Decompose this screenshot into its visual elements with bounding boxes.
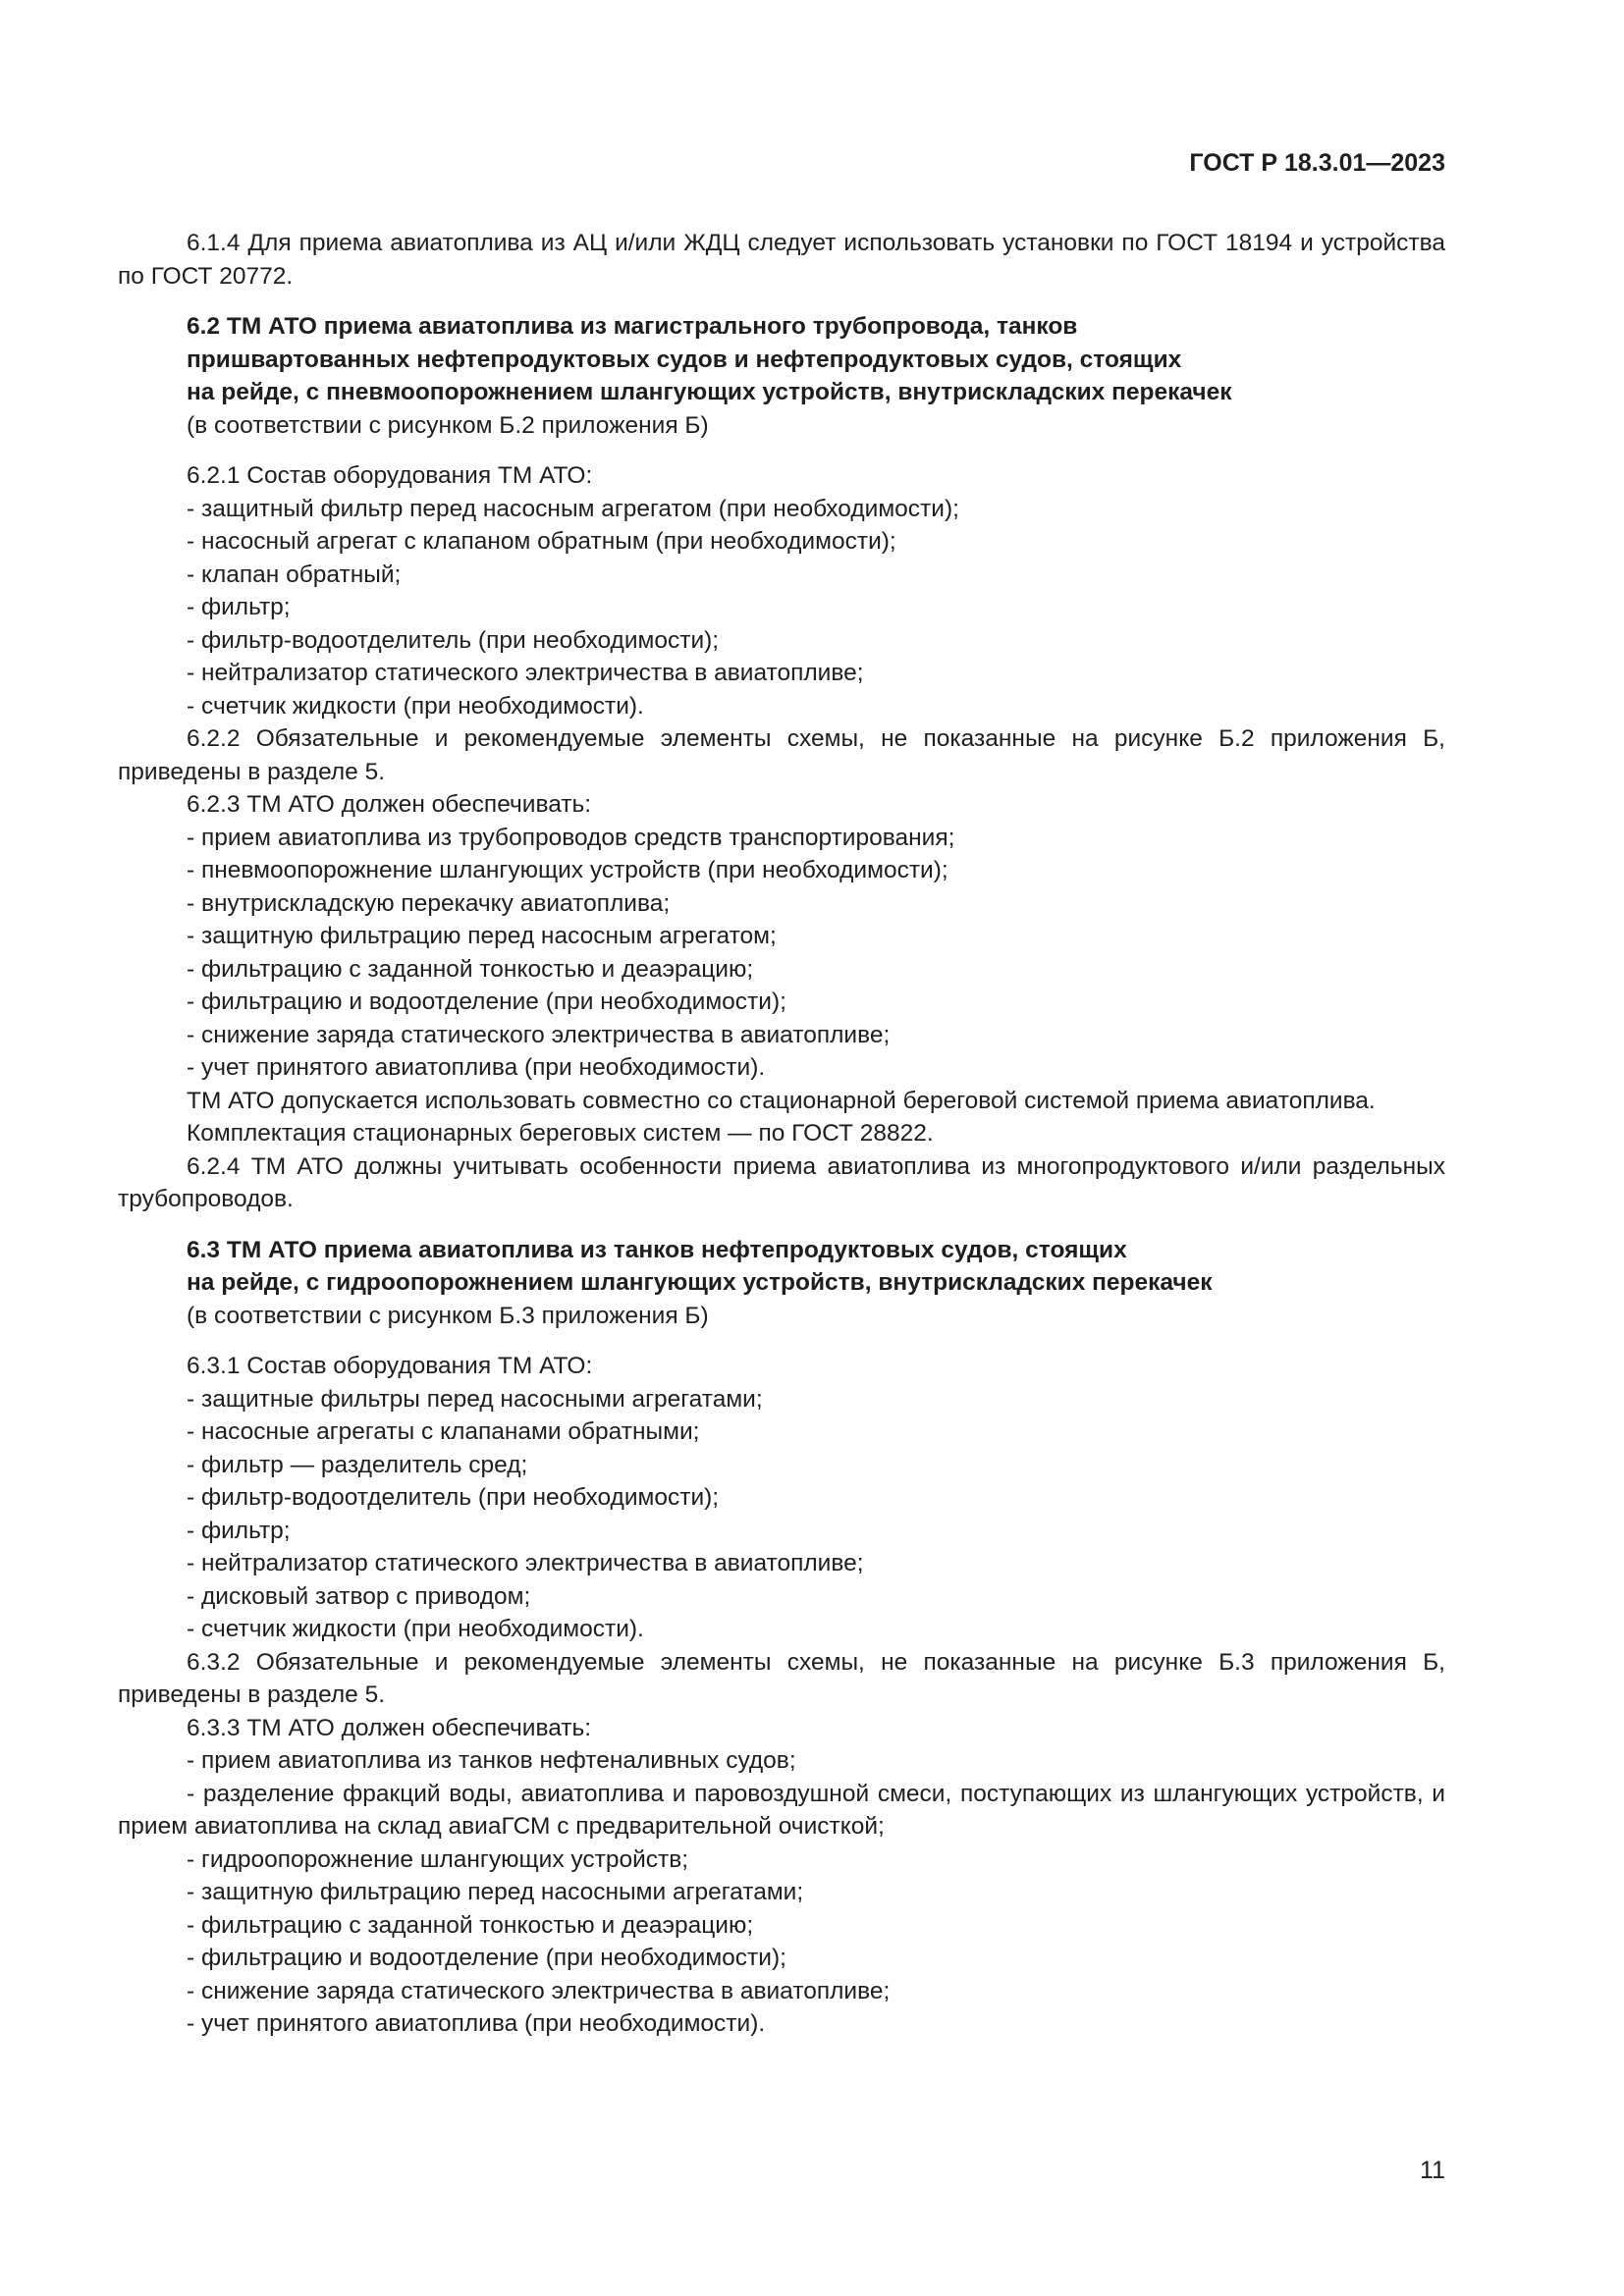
list-item: - фильтрацию с заданной тонкостью и деаэрацию; <box>187 955 754 983</box>
list-item: - внутрискладскую перекачку авиатоплива; <box>187 889 671 917</box>
list-item: - снижение заряда статического электричества в авиатопливе; <box>187 1021 891 1048</box>
list-item: - фильтр-водоотделитель (при необходимости); <box>187 626 720 654</box>
equipment-list-6-3-1 <box>118 1383 1445 1646</box>
list-item: - дисковый затвор с приводом; <box>187 1582 531 1610</box>
paragraph-6-2-4: 6.2.4 ТМ АТО должны учитывать особенности приема авиатоплива из многопродуктового и/или раздельных трубопроводов. <box>118 1152 1445 1212</box>
page-body <box>118 227 1445 2041</box>
list-item: - учет принятого авиатоплива (при необходимости). <box>187 1054 766 1081</box>
paragraph-6-3-1: 6.3.1 Состав оборудования ТМ АТО: <box>187 1353 593 1379</box>
list-item: - учет принятого авиатоплива (при необходимости). <box>187 2010 766 2037</box>
paragraph-6-1-4: 6.1.4 Для приема авиатоплива из АЦ и/или ЖДЦ следует использовать установки по ГОСТ 18194 и устройства по ГОСТ 20772. <box>118 230 1445 290</box>
paragraph-6-2-3: 6.2.3 ТМ АТО должен обеспечивать: <box>187 791 592 818</box>
list-item: - пневмоопорожнение шлангующих устройств (при необходимости); <box>187 857 948 883</box>
page-number: 11 <box>1420 2157 1445 2184</box>
paragraph-6-2-1: 6.2.1 Состав оборудования ТМ АТО: <box>187 462 593 489</box>
list-item: - счетчик жидкости (при необходимости). <box>187 1616 644 1642</box>
list-item: - фильтрацию и водоотделение (при необходимости); <box>187 988 786 1015</box>
paragraph-completion: Комплектация стационарных береговых систем — по ГОСТ 28822. <box>187 1120 934 1147</box>
list-item: - фильтрацию и водоотделение (при необходимости); <box>187 1945 786 1971</box>
equipment-list-6-2-1 <box>118 493 1445 723</box>
list-item: - фильтр — разделитель сред; <box>187 1451 528 1478</box>
paragraph-shared-use: ТМ АТО допускается использовать совместно со стационарной береговой системой приема авиатоплива. <box>187 1087 1376 1114</box>
list-item: - защитный фильтр перед насосным агрегатом (при необходимости); <box>187 495 959 522</box>
list-item: - прием авиатоплива из танков нефтеналивных судов; <box>187 1747 796 1774</box>
list-item: - фильтрацию с заданной тонкостью и деаэрацию; <box>187 1911 754 1939</box>
document-code: ГОСТ Р 18.3.01—2023 <box>1189 149 1445 177</box>
paragraph-6-2-2: 6.2.2 Обязательные и рекомендуемые элементы схемы, не показанные на рисунке Б.2 приложения Б, приведены в разделе 5. <box>118 725 1445 785</box>
list-item: - защитную фильтрацию перед насосным агрегатом; <box>187 923 777 949</box>
function-list-6-3-3 <box>118 1744 1445 2041</box>
section-figure-reference: (в соответствии с рисунком Б.2 приложения Б) <box>187 411 709 439</box>
section-title-line: на рейде, с гидроопорожнением шлангующих устройств, внутрискладских перекачек <box>187 1269 1213 1296</box>
list-item: - насосный агрегат с клапаном обратным (при необходимости); <box>187 528 896 555</box>
section-title-line: 6.3 ТМ АТО приема авиатоплива из танков нефтепродуктовых судов, стоящих <box>187 1236 1127 1263</box>
list-item: - прием авиатоплива из трубопроводов средств транспортирования; <box>187 824 955 851</box>
list-item: - защитную фильтрацию перед насосными агрегатами; <box>187 1879 804 1905</box>
list-item: - клапан обратный; <box>187 561 402 588</box>
paragraph-6-3-3: 6.3.3 ТМ АТО должен обеспечивать: <box>187 1714 592 1741</box>
paragraph-6-3-2: 6.3.2 Обязательные и рекомендуемые элементы схемы, не показанные на рисунке Б.3 приложения Б, приведены в разделе 5. <box>118 1648 1445 1708</box>
list-item: - счетчик жидкости (при необходимости). <box>187 692 644 720</box>
section-heading-6-3 <box>118 1234 1445 1333</box>
section-title-line: на рейде, с пневмоопорожнением шлангующих устройств, внутрискладских перекачек <box>187 379 1232 405</box>
list-item: - фильтр; <box>187 1517 291 1544</box>
list-item: - фильтр; <box>187 594 291 620</box>
section-title-line: пришвартованных нефтепродуктовых судов и нефтепродуктовых судов, стоящих <box>187 346 1182 373</box>
list-item: - нейтрализатор статического электричества в авиатопливе; <box>187 1550 864 1576</box>
list-item-multiline: - разделение фракций воды, авиатоплива и паровоздушной смеси, поступающих из шлангующих устройств, и прием авиатоплива на склад авиаГСМ с предварительной очисткой; <box>118 1780 1445 1840</box>
section-heading-6-2 <box>118 310 1445 442</box>
list-item: - насосные агрегаты с клапанами обратными; <box>187 1418 700 1445</box>
section-figure-reference: (в соответствии с рисунком Б.3 приложения Б) <box>187 1302 709 1329</box>
list-item: - нейтрализатор статического электричества в авиатопливе; <box>187 660 864 686</box>
list-item: - гидроопорожнение шлангующих устройств; <box>187 1845 689 1873</box>
function-list-6-2-3 <box>118 822 1445 1085</box>
list-item: - снижение заряда статического электричества в авиатопливе; <box>187 1977 891 2004</box>
list-item: - защитные фильтры перед насосными агрегатами; <box>187 1385 763 1413</box>
list-item: - фильтр-водоотделитель (при необходимости); <box>187 1484 720 1511</box>
section-title-line: 6.2 ТМ АТО приема авиатоплива из магистрального трубопровода, танков <box>187 313 1078 340</box>
